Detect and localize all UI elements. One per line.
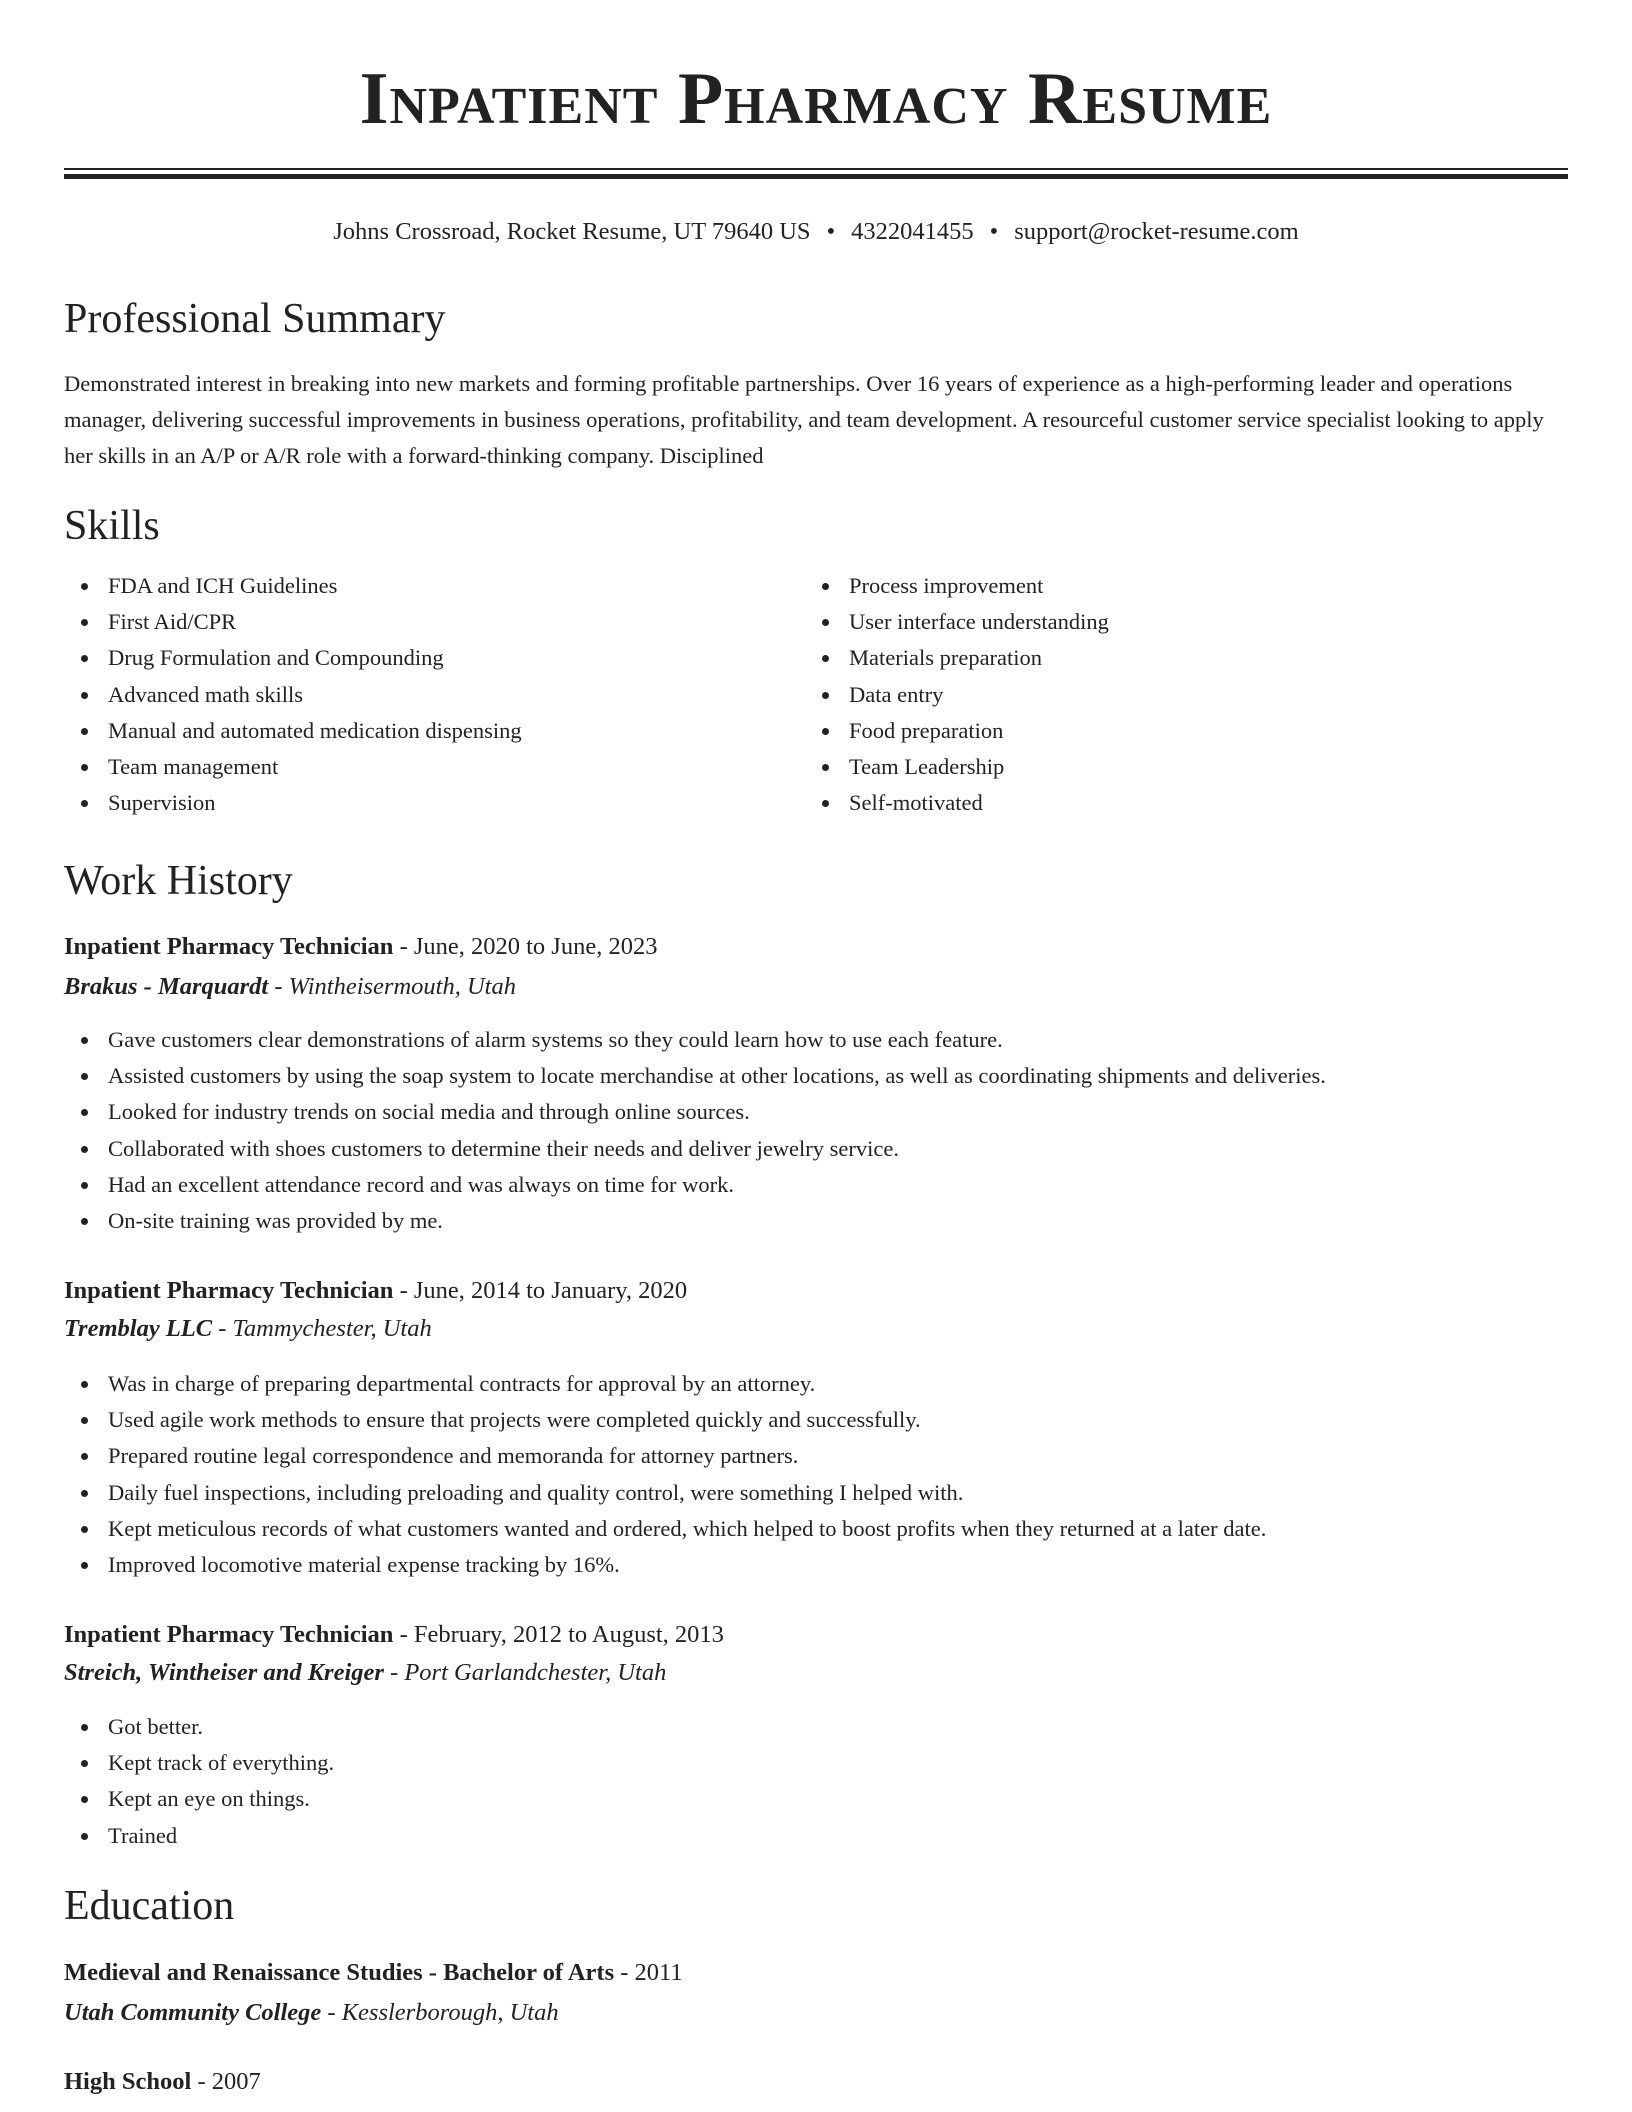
job-bullets bbox=[64, 1366, 1266, 1583]
job-title: Inpatient Pharmacy Technician bbox=[64, 1621, 394, 1648]
skill-item: User interface understanding bbox=[805, 604, 1109, 640]
job-company: Tremblay LLC bbox=[64, 1315, 213, 1342]
skill-item: Supervision bbox=[64, 785, 522, 821]
job-company-line bbox=[64, 1657, 666, 1689]
education-school: Utah Community College bbox=[64, 1999, 322, 2026]
skill-item: Manual and automated medication dispensing bbox=[64, 713, 522, 749]
job-location: - Wintheisermouth, Utah bbox=[268, 973, 516, 1000]
job-bullet: Used agile work methods to ensure that projects were completed quickly and successfully. bbox=[64, 1402, 1266, 1438]
job-title: Inpatient Pharmacy Technician bbox=[64, 1277, 394, 1304]
job-company-line bbox=[64, 971, 516, 1003]
summary-heading: Professional Summary bbox=[64, 296, 446, 342]
job-bullet: Was in charge of preparing departmental contracts for approval by an attorney. bbox=[64, 1366, 1266, 1402]
job-company: Brakus - Marquardt bbox=[64, 973, 269, 1000]
job-company: Streich, Wintheiser and Kreiger bbox=[64, 1659, 384, 1686]
contact-address: Johns Crossroad, Rocket Resume, UT 79640 US bbox=[333, 218, 811, 245]
education-degree: High School bbox=[64, 2068, 192, 2095]
skill-item: Materials preparation bbox=[805, 640, 1109, 676]
education-year: - 2007 bbox=[191, 2068, 261, 2095]
skill-item: Self-motivated bbox=[805, 785, 1109, 821]
contact-line bbox=[64, 217, 1568, 247]
job-bullet: Gave customers clear demonstrations of alarm systems so they could learn how to use each feature. bbox=[64, 1022, 1326, 1058]
job-bullet: Trained bbox=[64, 1818, 334, 1854]
job-bullet: Improved locomotive material expense tracking by 16%. bbox=[64, 1547, 1266, 1583]
job-title-line bbox=[64, 1275, 687, 1307]
skills-heading: Skills bbox=[64, 503, 160, 549]
education-location: - Kesslerborough, Utah bbox=[321, 1999, 559, 2026]
skill-item: Food preparation bbox=[805, 713, 1109, 749]
job-dates: - June, 2020 to June, 2023 bbox=[393, 933, 658, 960]
job-bullets bbox=[64, 1709, 334, 1854]
education-school-line bbox=[64, 1997, 559, 2029]
resume-title: Inpatient Pharmacy Resume bbox=[359, 58, 1273, 140]
job-title: Inpatient Pharmacy Technician bbox=[64, 933, 394, 960]
job-bullets bbox=[64, 1022, 1326, 1239]
job-bullet: Prepared routine legal correspondence and memoranda for attorney partners. bbox=[64, 1438, 1266, 1474]
job-bullet: Got better. bbox=[64, 1709, 334, 1745]
contact-separator: • bbox=[826, 218, 836, 245]
job-company-line bbox=[64, 1313, 432, 1345]
job-bullet: Had an excellent attendance record and was always on time for work. bbox=[64, 1167, 1326, 1203]
job-bullet: Assisted customers by using the soap system to locate merchandise at other locations, as well as coordinating shipments and deliveries. bbox=[64, 1058, 1326, 1094]
job-bullet: On-site training was provided by me. bbox=[64, 1203, 1326, 1239]
skill-item: FDA and ICH Guidelines bbox=[64, 568, 522, 604]
skills-list-left bbox=[64, 568, 522, 821]
contact-email: support@rocket-resume.com bbox=[1014, 218, 1299, 245]
skills-list-right bbox=[805, 568, 1109, 821]
job-bullet: Daily fuel inspections, including preloading and quality control, were something I helped with. bbox=[64, 1475, 1266, 1511]
job-title-line bbox=[64, 1619, 724, 1651]
job-dates: - February, 2012 to August, 2013 bbox=[393, 1621, 724, 1648]
skill-item: Team management bbox=[64, 749, 522, 785]
job-location: - Port Garlandchester, Utah bbox=[383, 1659, 667, 1686]
job-bullet: Kept meticulous records of what customers wanted and ordered, which helped to boost profits when they returned at a later date. bbox=[64, 1511, 1266, 1547]
title-divider-thick bbox=[64, 174, 1568, 179]
education-degree-line bbox=[64, 2066, 261, 2098]
job-bullet: Kept an eye on things. bbox=[64, 1781, 334, 1817]
job-title-line bbox=[64, 931, 657, 963]
work-history-heading: Work History bbox=[64, 858, 293, 904]
skill-item: Drug Formulation and Compounding bbox=[64, 640, 522, 676]
job-location: - Tammychester, Utah bbox=[212, 1315, 432, 1342]
contact-phone: 4322041455 bbox=[851, 218, 974, 245]
education-heading: Education bbox=[64, 1883, 235, 1929]
summary-text: Demonstrated interest in breaking into new markets and forming profitable partnerships. Over 16 years of experience as a high-performing leader and operations manager, delivering successful improvements in business operations, profitability, and team development. A resourceful customer service specialist looking to apply her skills in an A/P or A/R role with a forward-thinking company. Disciplined bbox=[64, 371, 1544, 468]
education-year: - 2011 bbox=[614, 1959, 683, 1986]
contact-separator: • bbox=[989, 218, 999, 245]
skill-item: Process improvement bbox=[805, 568, 1109, 604]
skill-item: Data entry bbox=[805, 677, 1109, 713]
skill-item: Advanced math skills bbox=[64, 677, 522, 713]
job-bullet: Collaborated with shoes customers to determine their needs and deliver jewelry service. bbox=[64, 1131, 1326, 1167]
education-degree: Medieval and Renaissance Studies - Bachelor of Arts bbox=[64, 1959, 615, 1986]
title-divider-thin bbox=[64, 168, 1568, 170]
skill-item: First Aid/CPR bbox=[64, 604, 522, 640]
job-dates: - June, 2014 to January, 2020 bbox=[393, 1277, 688, 1304]
job-bullet: Kept track of everything. bbox=[64, 1745, 334, 1781]
skill-item: Team Leadership bbox=[805, 749, 1109, 785]
job-bullet: Looked for industry trends on social media and through online sources. bbox=[64, 1094, 1326, 1130]
education-degree-line bbox=[64, 1957, 683, 1989]
